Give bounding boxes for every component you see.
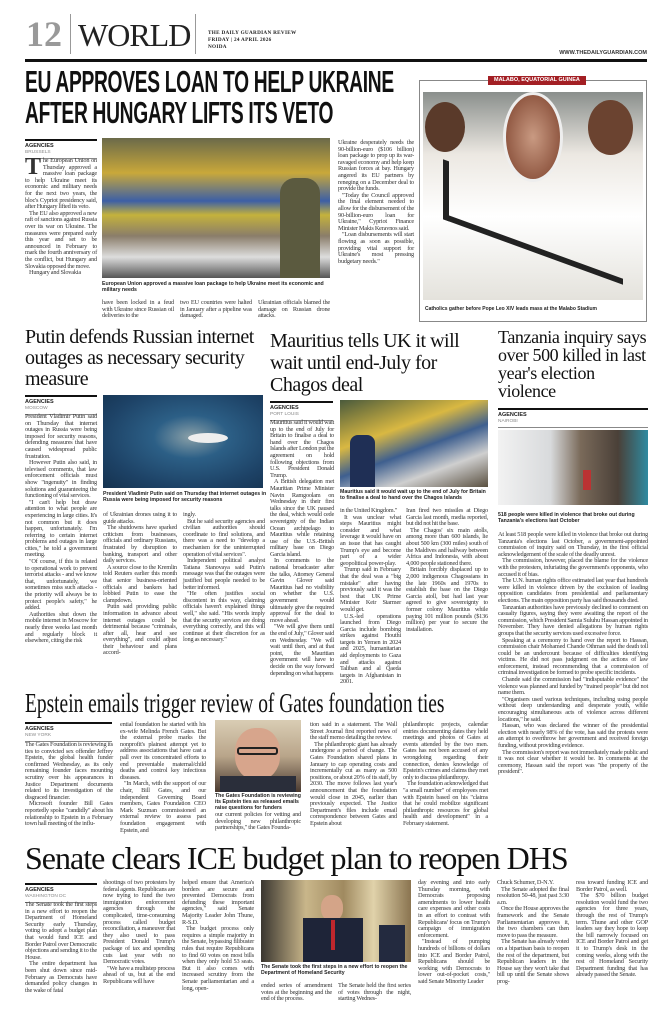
paragraph: Authorities shut down the mobile internet in Moscow for nearly three weeks last month and regularly block it elsewhere, citing the risk: [25, 610, 97, 645]
paragraph: Once the House approves the framework and the Senate Parliamentarian approves it, the two chambers can then move to pass the measure.: [497, 905, 569, 939]
paragraph: The $70 billion budget resolution would fund the two agencies for three years, through the rest of Trump's term. Thune and other GOP leaders say they hope to keep the bill narrowly focused on ICE and Border Patrol and get it to Trump's desk in the coming weeks, along with the rest of Homeland Security Department funding that has already passed the Senate.: [576, 892, 648, 979]
paragraph: In comments to the national broadcaster after the talks, Attorney General Gavin Glover said Mauritius had no visibility on whether the U.S. government would ultimately give the required approval for the deal to move ahead.: [270, 557, 334, 624]
headline-text: Epstein emails trigger review of Gates foundation ties: [25, 688, 445, 718]
paragraph: Britain forcibly displaced up to 2,000 indigenous Chagossians in the late 1960s and 1970s to establish the base on the Diego Garcia atoll, but had last year agreed to give sovereignty to former colony Mauritius while paying 101 million pounds ($136 million) per year to secure the installation.: [406, 566, 488, 633]
agency: AGENCIES: [25, 726, 54, 732]
paragraph: Hassan, who was declared the winner of the presidential election with nearly 98% of the vote, has said the protests were an attempt to overthrow her government and received foreign funding, without providing evidence.: [498, 722, 648, 749]
byline: [270, 401, 333, 421]
issue-date: FRIDAY | 24 APRIL 2026: [208, 37, 272, 43]
paragraph: At least 518 people were killed in violence that broke out during Tanzania's elections last October, a government-appointed commission of inquiry said on Thursday, in the first official acknowledgement of the scale of the deadly unrest.: [498, 531, 648, 558]
section-title: WORLD: [78, 17, 191, 53]
article-column: [120, 722, 206, 838]
paragraph: ress toward funding ICE and Border Patrol, as well.: [576, 879, 648, 893]
paragraph: Speaking at a ceremony to hand over the report to Hassan, commission chair Mohamed Chande Othman said the death toll could be an undercount because of difficulties identifying victims. He did not pass judgment on the actions of law enforcement, instead recommending that a commission of criminal investigation be formed to probe specific incidents.: [498, 636, 648, 677]
paragraph: It was unclear what steps Mauritius might consider and what leverage it would have on an issue that has caught Trump's eye and become part of a wider geopolitical power-play.: [340, 513, 401, 567]
paragraph: two EU countries were halted in January after a pipeline was damaged.: [180, 299, 252, 320]
dateline: BRUSSELS: [25, 150, 51, 155]
paragraph: "We have a multistep process ahead of us, but at the end Republicans will have: [103, 964, 175, 985]
agency: AGENCIES: [25, 887, 54, 893]
paragraph: The entire department has been shut down since mid-February as Democrats have demanded policy changes in the wake of fatal: [25, 960, 97, 994]
paragraph: U.S.-led operations launched from Diego Garcia include bombing strikes against Houthi targets in Yemen in 2024 and 2025, humanitarian aid deployments to Gaza and attacks against Taliban and al Qaeda targets in Afghanistan in 2001.: [340, 612, 401, 686]
paragraph: The EU also approved a new raft of sanctions against Russia over its war on Ukraine. The measures were prepared early this year and set to be announced in February to mark the fourth anniversary of the conflict, but Hungary and Slovakia opposed the move.: [25, 209, 97, 270]
paragraph: day evening and into early Thursday morning, with Democrats proposing amendments to lower health care expenses and other costs in an effort to contrast with Republicans' focus on Trump's campaign of immigration enforcement.: [418, 879, 490, 939]
paragraph: "Organisers used various techniques, including using people without deep understanding and desperate youth, while encouraging simultaneous acts of violence across different locations," he said.: [498, 695, 648, 723]
paragraph: Tanzanian authorities have previously declined to comment on casualty figures, saying they were awaiting the report of the commission, which President Samia Suluhu Hassan appointed in November. They have denied allegations by human rights groups that the security services used excessive force.: [498, 603, 648, 637]
photo-caption: Catholics gather before Pope Leo XIV leads mass at the Malabo Stadium: [425, 306, 597, 312]
article-column: [25, 154, 97, 324]
paragraph: A British delegation met Mauritian Prime Minister Navin Ramgoolam on Wednesday in their first talks since the UK paused the deal, which would cede sovereignty of the Indian Ocean archipelago to Mauritius while retaining use of the U.S.-British military base on Diego Garcia island.: [270, 478, 334, 558]
paragraph: Trump said in February that the deal was a "big mistake" after having previously said it was the best that UK Prime Minister Keir Starmer would get.: [340, 566, 401, 613]
paragraph: ended series of amendment votes at the beginning and the end of the process.: [261, 982, 332, 1003]
paragraph: The European Union on Thursday approved a massive loan package to help Ukraine meet its economic and military needs for the next two years, the bloc's Cypriot presidency said, after Hungary lifted its veto.: [25, 154, 97, 211]
paragraph: A source close to the Kremlin told Reuters earlier this month that senior business-oriented officials and bankers had lobbied Putin to ease the clampdown.: [103, 563, 177, 604]
paragraph: Microsoft founder Bill Gates reportedly spoke "candidly" about his relationship to Epstein in a February town hall meeting of the influ-: [25, 800, 113, 828]
island-aerial-photo: [103, 395, 263, 488]
article-column: [103, 512, 177, 688]
photo-caption: Mauritius said it would wait up to the end of July for Britain to finalise a deal to hand over the Chagos Islands: [340, 489, 486, 502]
byline: [498, 408, 648, 428]
paragraph: President Vladimir Putin said on Thursday that internet outages in Russia were being imposed for security reasons, defending measures that have caused widespread public frustration.: [25, 413, 97, 460]
paper-name: THE DAILY GUARDIAN REVIEW: [208, 30, 297, 36]
paragraph: The Chagos' six main atolls, among more than 600 islands, lie about 500 km (300 miles) south of the Maldives and halfway between Africa and Indonesia, with about 4,000 people stationed there.: [406, 526, 488, 567]
eu-headline: [25, 66, 415, 130]
paragraph: The Senate took the first steps in a new effort to reopen the Department of Homeland Security early Thursday, voting to adopt a budget plan that would fund ICE and Border Patrol over Democratic objections and sending it to the House.: [25, 901, 97, 961]
agency: AGENCIES: [25, 143, 54, 149]
paragraph: ingly.: [183, 511, 196, 518]
article-column: [25, 742, 113, 838]
paragraph: "Loan disbursements will start flowing as soon as possible, providing vital support for Ukraine's most pressing budgetary needs.": [338, 231, 414, 265]
paragraph: Ukrainian officials blamed the damage on Russian drone attacks.: [258, 299, 330, 320]
article-column: [182, 880, 254, 1006]
article-column: [270, 420, 334, 688]
paragraph: Putin said providing public information in advance about internet outages could be detrimental because "criminals, after all, hear and see everything", and could adjust their behaviour and plans accord-: [103, 603, 177, 657]
paragraph: However Putin also said, in televised comments, that law enforcement officials must show "ingenuity" in finding solutions and guaranteeing the functioning of vital services.: [25, 459, 97, 500]
article-column: [25, 902, 97, 1006]
paragraph: shootings of two protesters by federal agents. Republicans are now trying to fund the two immigration enforcement agencies through the complicated, time-consuming process called budget reconciliation, a maneuver that they also used to pass President Donald Trump's package of tax and spending cuts last year with no Democratic votes.: [103, 879, 175, 966]
article-column: [406, 508, 488, 688]
article-column: [418, 880, 490, 1006]
byline: [25, 395, 97, 415]
dateline: NAIROBI: [498, 419, 518, 424]
paragraph: The shutdowns have sparked criticism from businesses, officials and ordinary Russians, frustrated by disruption to banking, transport and other daily services.: [103, 524, 177, 565]
agency: AGENCIES: [25, 399, 54, 405]
paragraph: in the United Kingdom.": [340, 507, 398, 514]
dateline: PORT LOUIS: [270, 412, 299, 417]
agency: AGENCIES: [498, 412, 527, 418]
masthead-info: [208, 30, 297, 51]
tanzania-headline: Tanzania inquiry says over 500 killed in last year's election violence: [498, 327, 647, 401]
election-violence-photo: [498, 430, 648, 505]
article-column: [576, 880, 648, 1006]
train-accident-photo: [340, 400, 488, 487]
paragraph: Iran fired two missiles at Diego Garcia last month, media reported, but did not hit the base.: [406, 507, 488, 528]
article-column: [310, 722, 397, 838]
malabo-mass-photo: [423, 92, 643, 300]
agency: AGENCIES: [270, 405, 299, 411]
article-column: [215, 812, 301, 839]
divider: [70, 14, 71, 54]
paragraph: Independent political analyst Tatiana Stanovaya said Putin's message was that the outages were justified but people needed to be better informed.: [183, 557, 265, 591]
byline: [25, 883, 97, 903]
masthead-rule: [25, 59, 647, 62]
mauritius-headline: Mauritius tells UK it will wait until end-July for Chagos deal: [270, 330, 460, 396]
headline-line: AFTER HUNGARY LIFTS ITS VETO: [25, 95, 334, 130]
paragraph: Chuck Schumer, D-N.Y.: [497, 879, 554, 886]
ukraine-memorial-photo: [102, 138, 330, 278]
putin-headline: Putin defends Russian internet outages as necessary security measure: [25, 326, 254, 390]
article-column: [25, 414, 97, 688]
article-column: [338, 140, 414, 324]
article-column: [403, 722, 488, 838]
epstein-headline: [25, 690, 485, 718]
bill-gates-photo: [215, 720, 301, 792]
paragraph: The Senate held the first series of votes through the night, starting Wednes-: [338, 982, 411, 1003]
divider: [195, 14, 196, 54]
paragraph: "Of course, if this is related to operational work to prevent terrorist attacks - and we know that, unfortunately, we sometimes miss such attacks - the priority will always be to protect people's safety," he added.: [25, 558, 97, 612]
dateline: MOSCOW: [25, 406, 48, 411]
paragraph: The Gates Foundation is reviewing its ties to convicted sex offender Jeffrey Epstein, the global health funder confirmed Wednesday, as its only remaining founder faces mounting scrutiny over his appearances in Justice Department documents related to its investigation of the disgraced financier.: [25, 741, 113, 801]
article-column: [338, 983, 411, 1006]
paragraph: The U.N. human rights office estimated last year that hundreds were killed in violence driven by the exclusion of leading opposition candidates from presidential and parliamentary elections. The main opposition party has said thousands died.: [498, 577, 648, 604]
article-column: [180, 300, 252, 324]
article-column: [258, 300, 330, 324]
paragraph: "In March, with the support of our chair, Bill Gates, and our independent Governing Board members, Gates Foundation CEO Mark Suzman commissioned an external review to assess past foundation engagement with Epstein, and: [120, 780, 206, 834]
paragraph: The philanthropic giant has already undergone a period of change. The Gates Foundation shared plans in January to cap operating costs and incrementally cut as many as 500 positions, or about 20% of its staff, by 2030. The move follows last year's announcement that the foundation would close in 2045, earlier than previously expected. The Justice Department's files include email correspondence between Gates and Epstein about: [310, 740, 397, 827]
paragraph: The budget process only requires a simple majority in the Senate, bypassing filibuster rules that require Republicans to find 60 votes on most bills when they only hold 53 seats. But it also comes with increased scrutiny from the Senate parliamentarian and a long, open-: [182, 925, 254, 992]
website-link[interactable]: WWW.THEDAILYGUARDIAN.COM: [559, 50, 647, 56]
paragraph: Mauritius said it would wait up to the end of July for Britain to finalise a deal to hand over the Chagos Islands after London put the agreement on hold following objections from U.S. President Donald Trump.: [270, 419, 334, 479]
article-column: [340, 508, 401, 688]
article-column: [102, 300, 174, 324]
paragraph: The foundation acknowledged that "a small number" of employees met with Epstein based on his "claims that he could mobilize significant philanthropic resources for global health and development" in a February statement.: [403, 780, 488, 827]
article-column: [497, 880, 569, 1006]
byline: [25, 722, 112, 742]
paragraph: helped ensure that America's borders are secure and prevented Democrats from defunding these important agencies," said Senate Majority Leader John Thune, R-S.D.: [182, 879, 254, 926]
article-column: [103, 880, 175, 1006]
headline-line: EU APPROVES LOAN TO HELP UKRAINE: [25, 64, 394, 99]
paragraph: "Today the Council approved the final element needed to allow for the disbursement of the 90-billion-euro loan for Ukraine," Cypriot Finance Minister Makis Keravnos said.: [338, 191, 414, 232]
paragraph: Hungary and Slovakia: [29, 269, 81, 277]
paragraph: philanthropic projects, calendar entries documenting dates they held meetings and photos of Gates at events attended by the two men. Gates has not been accused of any wrongdoing regarding their connection, denies knowledge of Epstein's crimes and claims they met only to discuss philanthropy.: [403, 721, 488, 781]
photo-caption: 518 people were killed in violence that broke out during Tanzania's elections last October: [498, 512, 635, 525]
paragraph: But he said security agencies and civilian authorities should coordinate to find solutions, and there was a need to "develop a mechanism for the uninterrupted operation of vital services".: [183, 517, 265, 558]
senate-headline: Senate clears ICE budget plan to reopen DHS: [25, 840, 568, 876]
paragraph: have been locked in a feud with Ukraine since Russian oil deliveries to the: [102, 299, 174, 320]
location-label: MALABO, EQUATORIAL GUINEA: [488, 76, 586, 85]
paragraph: Ukraine desperately needs the 90-billion-euro ($106 billion) loan package to prop up its war-ravaged economy and help keep Russian forces at bay. Hungary angered its EU partners by reneging on a December deal to provide the funds.: [338, 139, 414, 193]
photo-caption: European Union approved a massive loan package to help Ukraine meet its economic and military needs: [102, 281, 324, 294]
article-column: [498, 532, 648, 838]
city: NOIDA: [208, 44, 227, 50]
paragraph: tion said in a statement. The Wall Street Journal first reported news of the staff memo detailing the review.: [310, 721, 397, 742]
paragraph: The Senate adopted the final resolution 50-48, just past 3:30 a.m.: [497, 885, 569, 906]
paragraph: of Ukrainian drones using it to guide attacks.: [103, 511, 177, 525]
article-column: [261, 983, 332, 1006]
paragraph: "We will give them until the end of July," Glover said on Wednesday. "We will wait until then, and at that point, the Mauritian government will have to decide on the way forward depending on what happens: [270, 623, 334, 677]
paragraph: our current policies for vetting and developing new philanthropic partnerships," the Gates Founda-: [215, 811, 301, 832]
paragraph: The commission's report was not immediately made public and it was not clear whether it would be. In comments at the ceremony, Hassan said the report was "the property of the president".: [498, 748, 648, 776]
paragraph: "Instead of pumping hundreds of billions of dollars into ICE and Border Patrol, Republicans should be working with Democrats to lower out-of-pocket costs," said Senate Minority Leader: [418, 938, 490, 985]
article-column: [183, 512, 265, 688]
dateline: WASHINGTON DC: [25, 894, 67, 899]
paragraph: The commission, however, placed the blame for the violence with the protesters, infuriating the government's opponents, who accused it of bias.: [498, 557, 648, 578]
photo-caption: The Senate took the first steps in a new effort to reopen the Department of Homeland Security: [261, 964, 408, 977]
paragraph: Chande said the commission had "indisputable evidence" the violence was planned and funded by "trained people" but did not name them.: [498, 676, 648, 697]
paragraph: "He often justifies social discontent in this way, claiming officials haven't explained things well," she said. "His words imply that the security services are doing everything correctly, and this will continue at their discretion for as long as necessary.": [183, 590, 265, 644]
paragraph: The Senate has already voted on a bipartisan basis to reopen the rest of the department, but Republican leaders in the House say they won't take that bill up until the Senate shows prog-: [497, 938, 569, 985]
page-number: 12: [26, 14, 62, 54]
photo-caption: President Vladimir Putin said on Thursday that internet outages in Russia were being imposed for security reasons: [103, 491, 267, 504]
paragraph: "I can't help but draw attention to what people are experiencing in large cities. It's not common but it does happen, unfortunately. I'm referring to certain internet problems and outages in large cities," he told a government meeting.: [25, 498, 97, 559]
photo-caption: The Gates Foundation is reviewing its Epstein ties as released emails raise questions for funders: [215, 793, 301, 812]
paragraph: ential foundation he started with his ex-wife Melinda French Gates. But the external probe marks the nonprofit's plainest attempt yet to address associations that have cast a pall over its concentrated efforts to end preventable maternal/child deaths and control key infectious diseases.: [120, 721, 206, 781]
senate-leader-photo: [261, 880, 411, 962]
dateline: NEW YORK: [25, 733, 52, 738]
